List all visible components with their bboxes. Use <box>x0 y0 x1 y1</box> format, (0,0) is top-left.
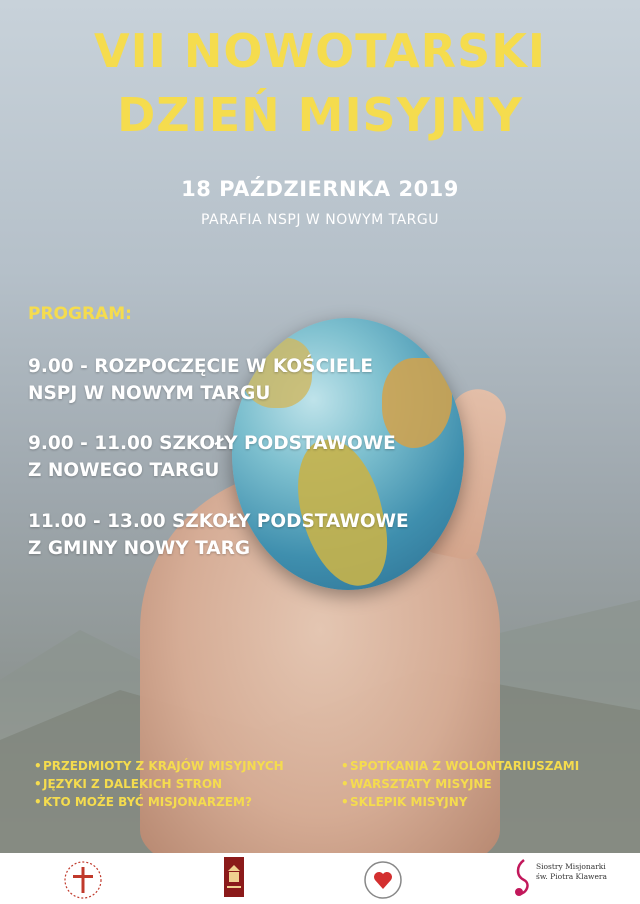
event-date: 18 PAŹDZIERNKA 2019 <box>181 177 459 201</box>
program-item-3-line1: 11.00 - 13.00 SZKOŁY PODSTAWOWE <box>28 511 409 532</box>
program-item-3 <box>28 508 409 562</box>
attractions-list-left <box>34 757 284 811</box>
event-place: PARAFIA NSPJ W NOWYM TARGU <box>200 212 440 228</box>
program-item-2-line1: 9.00 - 11.00 SZKOŁY PODSTAWOWE <box>28 433 396 454</box>
title-line-1: VII NOWOTARSKI <box>93 24 546 78</box>
cross-circle-logo-icon <box>62 859 104 901</box>
list-item: •SKLEPIK MISYJNY <box>341 795 468 809</box>
heart-circle-logo-icon <box>362 859 404 901</box>
museum-logo-icon <box>224 857 244 897</box>
attractions-list-right <box>341 757 579 811</box>
title-line-2: DZIEŃ MISYJNY <box>117 88 523 142</box>
program-item-1-line2: NSPJ W NOWYM TARGU <box>28 383 271 404</box>
music-clef-icon <box>510 856 534 900</box>
program-item-2-line2: Z NOWEGO TARGU <box>28 460 220 481</box>
list-item: •WARSZTATY MISYJNE <box>341 777 492 791</box>
list-item: •JĘZYKI Z DALEKICH STRON <box>34 777 223 791</box>
program-item-1-line1: 9.00 - ROZPOCZĘCIE W KOŚCIELE <box>28 356 373 377</box>
logo-text-line-1: Siostry Misjonarki <box>536 862 606 871</box>
list-item: •KTO MOŻE BYĆ MISJONARZEM? <box>34 795 252 809</box>
program-item-1 <box>28 353 373 407</box>
missionary-sisters-logo <box>510 856 607 900</box>
list-item: •SPOTKANIA Z WOLONTARIUSZAMI <box>341 759 580 773</box>
logo-text-line-2: św. Piotra Klawera <box>536 872 607 881</box>
list-item: •PRZEDMIOTY Z KRAJÓW MISYJNYCH <box>34 759 284 773</box>
program-item-2 <box>28 430 396 484</box>
program-label: PROGRAM: <box>28 304 132 324</box>
sponsor-footer <box>0 853 640 904</box>
program-item-3-line2: Z GMINY NOWY TARG <box>28 538 251 559</box>
